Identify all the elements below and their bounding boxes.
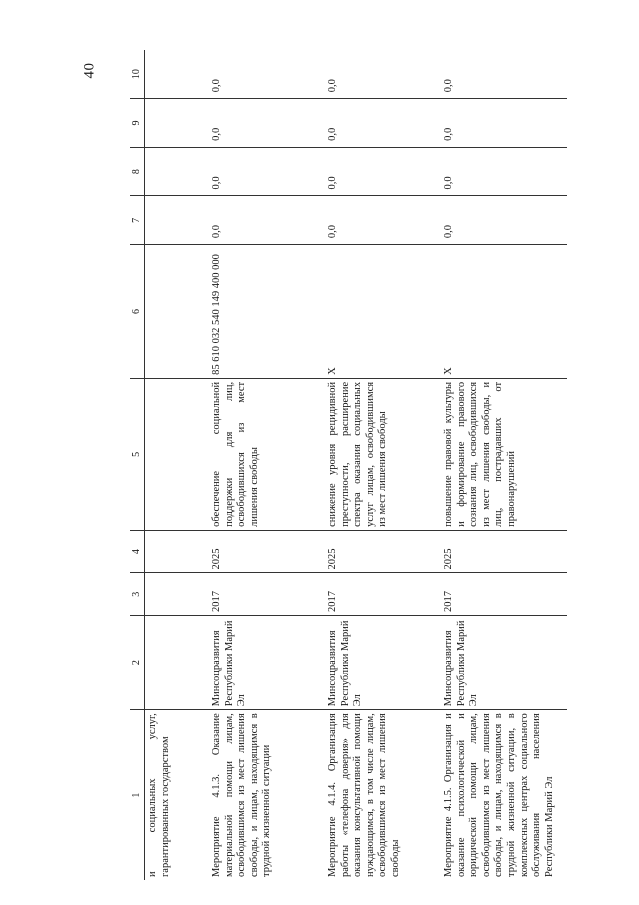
- kbk-cell: Х: [441, 245, 567, 379]
- header-col-3: 3: [130, 573, 145, 616]
- result-cell: повышение правовой культуры и формирование правового сознания лиц, освободившихся из мест лишения свободы, и лиц, пострадавших от правонарушений: [441, 378, 567, 530]
- value-cell-8: 0,0: [441, 147, 567, 196]
- start-year-cell: 2017: [209, 573, 325, 616]
- value-cell-8: 0,0: [325, 147, 441, 196]
- executor-cell: Минсоцразвития Республики Марий Эл: [325, 616, 441, 710]
- end-year-cell: 2025: [325, 530, 441, 573]
- value-cell-7: 0,0: [441, 196, 567, 245]
- header-col-4: 4: [130, 530, 145, 573]
- kbk-cell: Х: [325, 245, 441, 379]
- value-cell-10: 0,0: [209, 50, 325, 99]
- value-cell-8: 0,0: [209, 147, 325, 196]
- header-col-9: 9: [130, 99, 145, 148]
- value-cell-10: 0,0: [325, 50, 441, 99]
- event-cell: Мероприятие 4.1.4. Организация работы «телефона доверия» для оказания консультативной помощи нуждающимся, в том числе лицам, освободившимся из мест лишения свободы: [327, 713, 401, 877]
- value-cell-10: 0,0: [441, 50, 567, 99]
- header-row: [130, 50, 145, 880]
- executor-cell: Минсоцразвития Республики Марий Эл: [441, 616, 567, 710]
- executor-cell: Минсоцразвития Республики Марий Эл: [209, 616, 325, 710]
- value-cell-7: 0,0: [325, 196, 441, 245]
- end-year-cell: 2025: [209, 530, 325, 573]
- rotated-table-frame: [130, 50, 630, 880]
- table-row: [209, 50, 325, 880]
- start-year-cell: 2017: [441, 573, 567, 616]
- page-number: 40: [81, 62, 98, 79]
- program-events-table: [130, 50, 567, 880]
- value-cell-7: 0,0: [209, 196, 325, 245]
- header-col-7: 7: [130, 196, 145, 245]
- result-cell: обеспечение социальной поддержки для лиц, освободившихся из мест лишения свободы: [209, 378, 325, 530]
- value-cell-9: 0,0: [325, 99, 441, 148]
- event-cell: Мероприятие 4.1.3. Оказание материальной помощи лицам, освободившимся из мест лишения свободы, и лицам, находящимся в трудной жизненной ситуации: [211, 713, 273, 877]
- header-col-6: 6: [130, 245, 145, 379]
- table-row: [325, 50, 441, 880]
- table-row: [441, 50, 567, 880]
- header-col-8: 8: [130, 147, 145, 196]
- event-cell: Мероприятие 4.1.5. Организация и оказание психологической и юридической помощи лицам, освободившимся из мест лишения свободы, и лицам, находящимся в трудной жизненной ситуации, в комплексных центрах социального обслуживания населения Республики Марий Эл: [443, 713, 555, 877]
- value-cell-9: 0,0: [441, 99, 567, 148]
- continuation-text: и социальных услуг, гарантированных государством: [147, 713, 171, 877]
- end-year-cell: 2025: [441, 530, 567, 573]
- header-col-10: 10: [130, 50, 145, 99]
- kbk-cell: 85 610 032 540 149 400 000: [209, 245, 325, 379]
- result-cell: снижение уровня рецидивной преступности, расширение спектра оказания социальных услуг лицам, освободившимся из мест лишения свободы: [325, 378, 441, 530]
- start-year-cell: 2017: [325, 573, 441, 616]
- header-col-2: 2: [130, 616, 145, 710]
- header-col-1: 1: [130, 710, 145, 880]
- continuation-row: [145, 50, 210, 880]
- header-col-5: 5: [130, 378, 145, 530]
- value-cell-9: 0,0: [209, 99, 325, 148]
